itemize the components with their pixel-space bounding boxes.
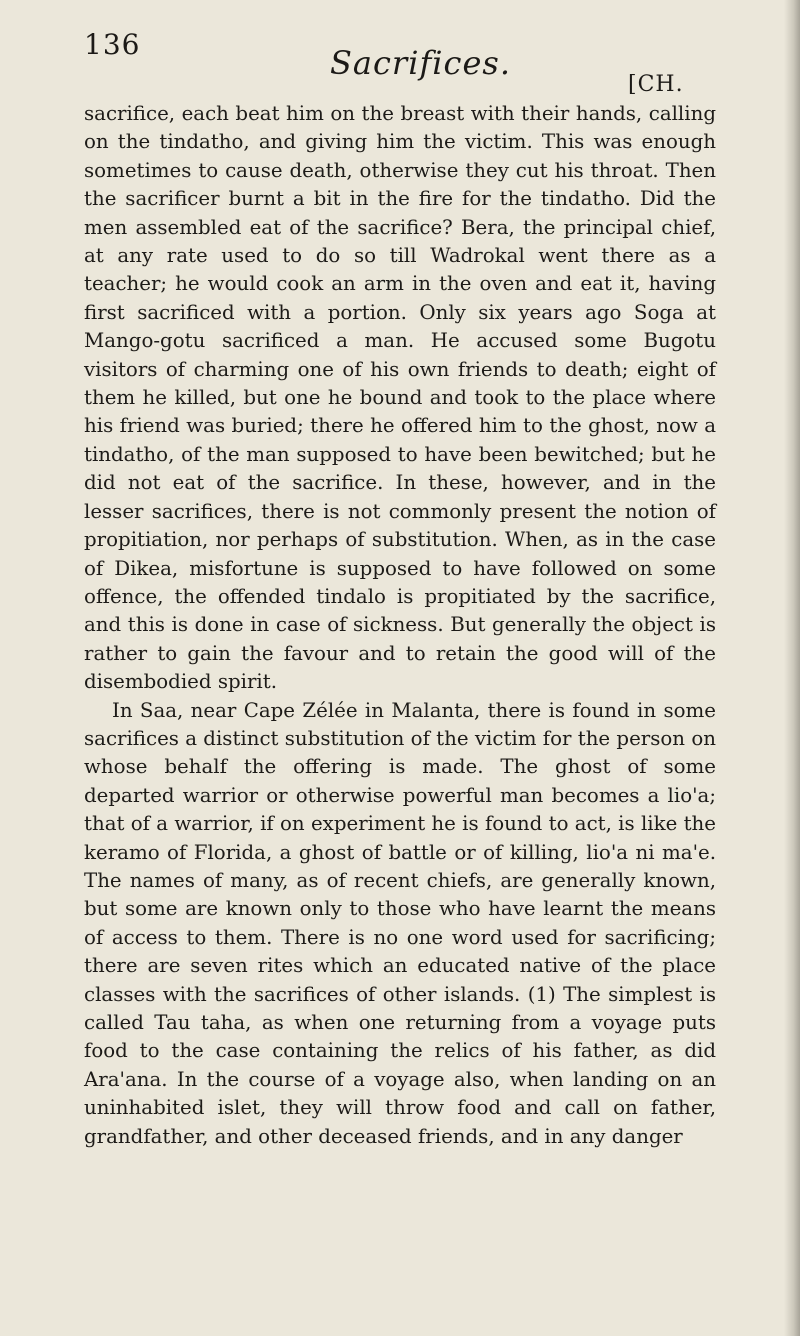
chapter-mark: [CH. xyxy=(628,72,684,97)
paragraph-2: In Saa, near Cape Zélée in Malanta, there is found in some sacrifices a distinct substitution of the victim for the person on whose behalf the offering is made. The ghost of some departed warrior or otherwise powerful man becomes a lio'a; that of a warrior, if on experiment he is found to act, is like the keramo of Florida, a ghost of battle or of killing, lio'a ni ma'e. The names of many, as of recent chiefs, are generally known, but some are known only to those who have learnt the means of access to them. There is no one word used for sacrificing; there are seven rites which an educated native of the place classes with the sacrifices of other islands. (1) The simplest is called Tau taha, as when one returning from a voyage puts food to the case containing the relics of his father, as did Ara'ana. In the course of a voyage also, when landing on an uninhabited islet, they will throw food and call on father, grandfather, and other deceased friends, and in any danger xyxy=(84,698,716,1148)
running-title: Sacrifices. xyxy=(330,44,511,82)
page-header xyxy=(0,0,800,97)
body-text xyxy=(84,100,716,1151)
paragraph-1: sacrifice, each beat him on the breast with their hands, calling on the tindatho, and giving him the victim. This was enough sometimes to cause death, otherwise they cut his throat. Then the sacrificer burnt a bit in the fire for the tindatho. Did the men assembled eat of the sacrifice? Bera, the principal chief, at any rate used to do so till Wadrokal went there as a teacher; he would cook an arm in the oven and eat it, having first sacrificed with a portion. Only six years ago Soga at Mango-gotu sacrificed a man. He accused some Bugotu visitors of charming one of his own friends to death; eight of them he killed, but one he bound and took to the place where his friend was buried; there he offered him to the ghost, now a tindatho, of the man supposed to have been bewitched; but he did not eat of the sacrifice. In these, however, and in the lesser sacrifices, there is not commonly present the notion of propitiation, nor perhaps of substitution. When, as in the case of Dikea, misfortune is supposed to have followed on some offence, the offended tindalo is propitiated by the sacrifice, and this is done in case of sickness. But generally the object is rather to gain the favour and to retain the good will of the disembodied spirit. xyxy=(84,102,716,694)
page-number: 136 xyxy=(84,28,141,61)
page-edge-shadow xyxy=(784,0,800,1336)
